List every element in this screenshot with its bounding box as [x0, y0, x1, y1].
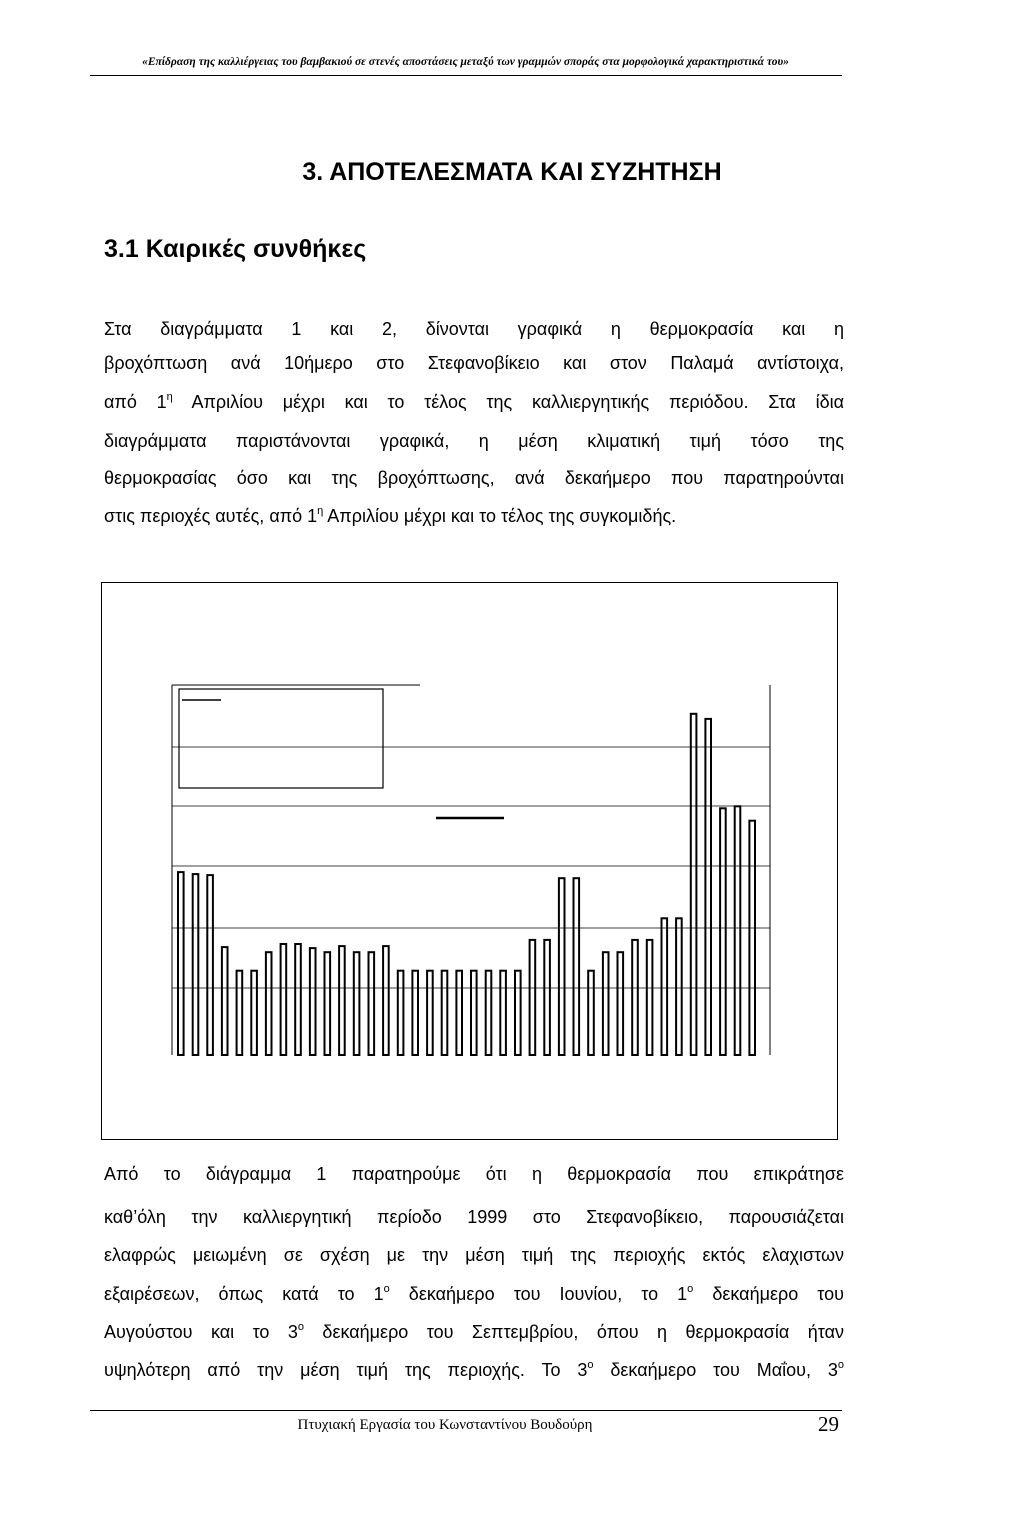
- text-fragment: Απριλίου μέχρι και το τέλος της συγκομιδής.: [323, 506, 677, 526]
- chart-bar: [471, 971, 477, 1055]
- chart-bar: [442, 971, 448, 1055]
- page-number: 29: [818, 1412, 839, 1436]
- chart-bar: [207, 875, 213, 1055]
- chart-bar: [500, 971, 506, 1055]
- chart-bar: [574, 878, 580, 1055]
- chart-bar: [310, 948, 316, 1055]
- chart-bar: [237, 971, 243, 1055]
- chart-bar: [412, 971, 418, 1055]
- text-fragment: δεκαήμερο του Μαΐου, 3: [593, 1360, 838, 1380]
- paragraph2-line1: Από το διάγραμμα 1 παρατηρούμε ότι η θερμοκρασία που επικράτησε: [104, 1164, 844, 1184]
- chart-bar: [427, 971, 433, 1055]
- paragraph1-line1: Στα διαγράμματα 1 και 2, δίνονται γραφικά η θερμοκρασία και η: [104, 319, 844, 339]
- paragraph1-line2: βροχόπτωση ανά 10ήμερο στο Στεφανοβίκειο και στον Παλαμά αντίστοιχα,: [104, 353, 844, 373]
- paragraph2-line6: [104, 1359, 844, 1381]
- footer-text: Πτυχιακή Εργασία του Κωνσταντίνου Βουδούρη: [297, 1417, 593, 1433]
- paragraph2-line4: [104, 1283, 844, 1305]
- chart-bar: [281, 944, 287, 1055]
- chart-bar: [222, 947, 228, 1055]
- chart-bar: [691, 714, 697, 1055]
- text-fragment: Απριλίου μέχρι και το τέλος της καλλιεργητικής περιόδου. Στα ίδια: [172, 392, 844, 412]
- chart-bar: [676, 918, 682, 1055]
- chart-bar: [603, 952, 609, 1055]
- bar-series: [178, 714, 755, 1055]
- chart-bar: [383, 946, 389, 1055]
- chart-bar: [266, 952, 272, 1055]
- chart-bar: [588, 971, 594, 1055]
- chart-bar: [515, 971, 521, 1055]
- chart-bar: [178, 872, 184, 1055]
- chart-bar: [735, 806, 741, 1055]
- chart-bar: [618, 952, 624, 1055]
- chart-bar: [295, 944, 301, 1055]
- paragraph2-line3: ελαφρώς μειωμένη σε σχέση με την μέση τιμή της περιοχής εκτός ελαχιστων: [104, 1245, 844, 1265]
- text-fragment: δεκαήμερο του Σεπτεμβρίου, όπου η θερμοκρασία ήταν: [304, 1322, 844, 1342]
- subsection-title: 3.1 Καιρικές συνθήκες: [104, 235, 367, 263]
- ordinal-superscript: ο: [837, 1359, 844, 1371]
- text-fragment: στις περιοχές αυτές, από 1: [104, 506, 318, 526]
- running-header: «Επίδραση της καλλιέργειας του βαμβακιού σε στενές αποστάσεις μεταξύ των γραμμών σποράς στα μορφολογικά χαρακτηριστικά του»: [142, 56, 789, 68]
- ordinal-superscript: η: [166, 391, 173, 403]
- ordinal-superscript: ο: [587, 1359, 594, 1371]
- section-title: 3. ΑΠΟΤΕΛΕΣΜΑΤΑ ΚΑΙ ΣΥΖΗΤΗΣΗ: [302, 158, 722, 186]
- legend-box: [179, 689, 383, 788]
- ordinal-superscript: ο: [383, 1283, 390, 1295]
- paragraph1-line5: θερμοκρασίας όσο και της βροχόπτωσης, ανά δεκαήμερο που παρατηρούνται: [104, 468, 844, 488]
- chart-bar: [369, 952, 375, 1055]
- chart-bar: [559, 878, 565, 1055]
- text-fragment: δεκαήμερο του: [693, 1284, 844, 1304]
- chart-bar: [632, 940, 638, 1055]
- text-fragment: από 1: [104, 392, 167, 412]
- ordinal-superscript: ο: [297, 1321, 304, 1333]
- footer-rule: [90, 1410, 842, 1411]
- paragraph2-line5: [104, 1321, 844, 1343]
- chart-bar: [354, 952, 360, 1055]
- chart-bar: [251, 971, 257, 1055]
- chart-bar: [662, 918, 668, 1055]
- text-fragment: υψηλότερη από την μέση τιμή της περιοχής. Το 3: [104, 1360, 588, 1380]
- chart-bar: [720, 808, 726, 1055]
- chart-bar: [339, 946, 345, 1055]
- chart-bar: [325, 952, 331, 1055]
- paragraph1-line4: διαγράμματα παριστάνονται γραφικά, η μέση κλιματική τιμή τόσο της: [104, 431, 844, 451]
- chart-bar: [749, 821, 755, 1055]
- text-fragment: Αυγούστου και το 3: [104, 1322, 298, 1342]
- paragraph2-line2: καθ’όλη την καλλιεργητική περίοδο 1999 στο Στεφανοβίκειο, παρουσιάζεται: [104, 1207, 844, 1227]
- chart-bar: [486, 971, 492, 1055]
- text-fragment: δεκαήμερο του Ιουνίου, το 1: [389, 1284, 688, 1304]
- chart-bar: [193, 874, 199, 1055]
- chart-bar: [705, 719, 711, 1055]
- ordinal-superscript: ο: [687, 1283, 694, 1295]
- chart-bar: [647, 940, 653, 1055]
- chart-bar: [544, 940, 550, 1055]
- chart-bar: [530, 940, 536, 1055]
- text-fragment: εξαιρέσεων, όπως κατά το 1: [104, 1284, 384, 1304]
- chart-bar: [398, 971, 404, 1055]
- chart-bar: [456, 971, 462, 1055]
- ordinal-superscript: η: [317, 505, 324, 517]
